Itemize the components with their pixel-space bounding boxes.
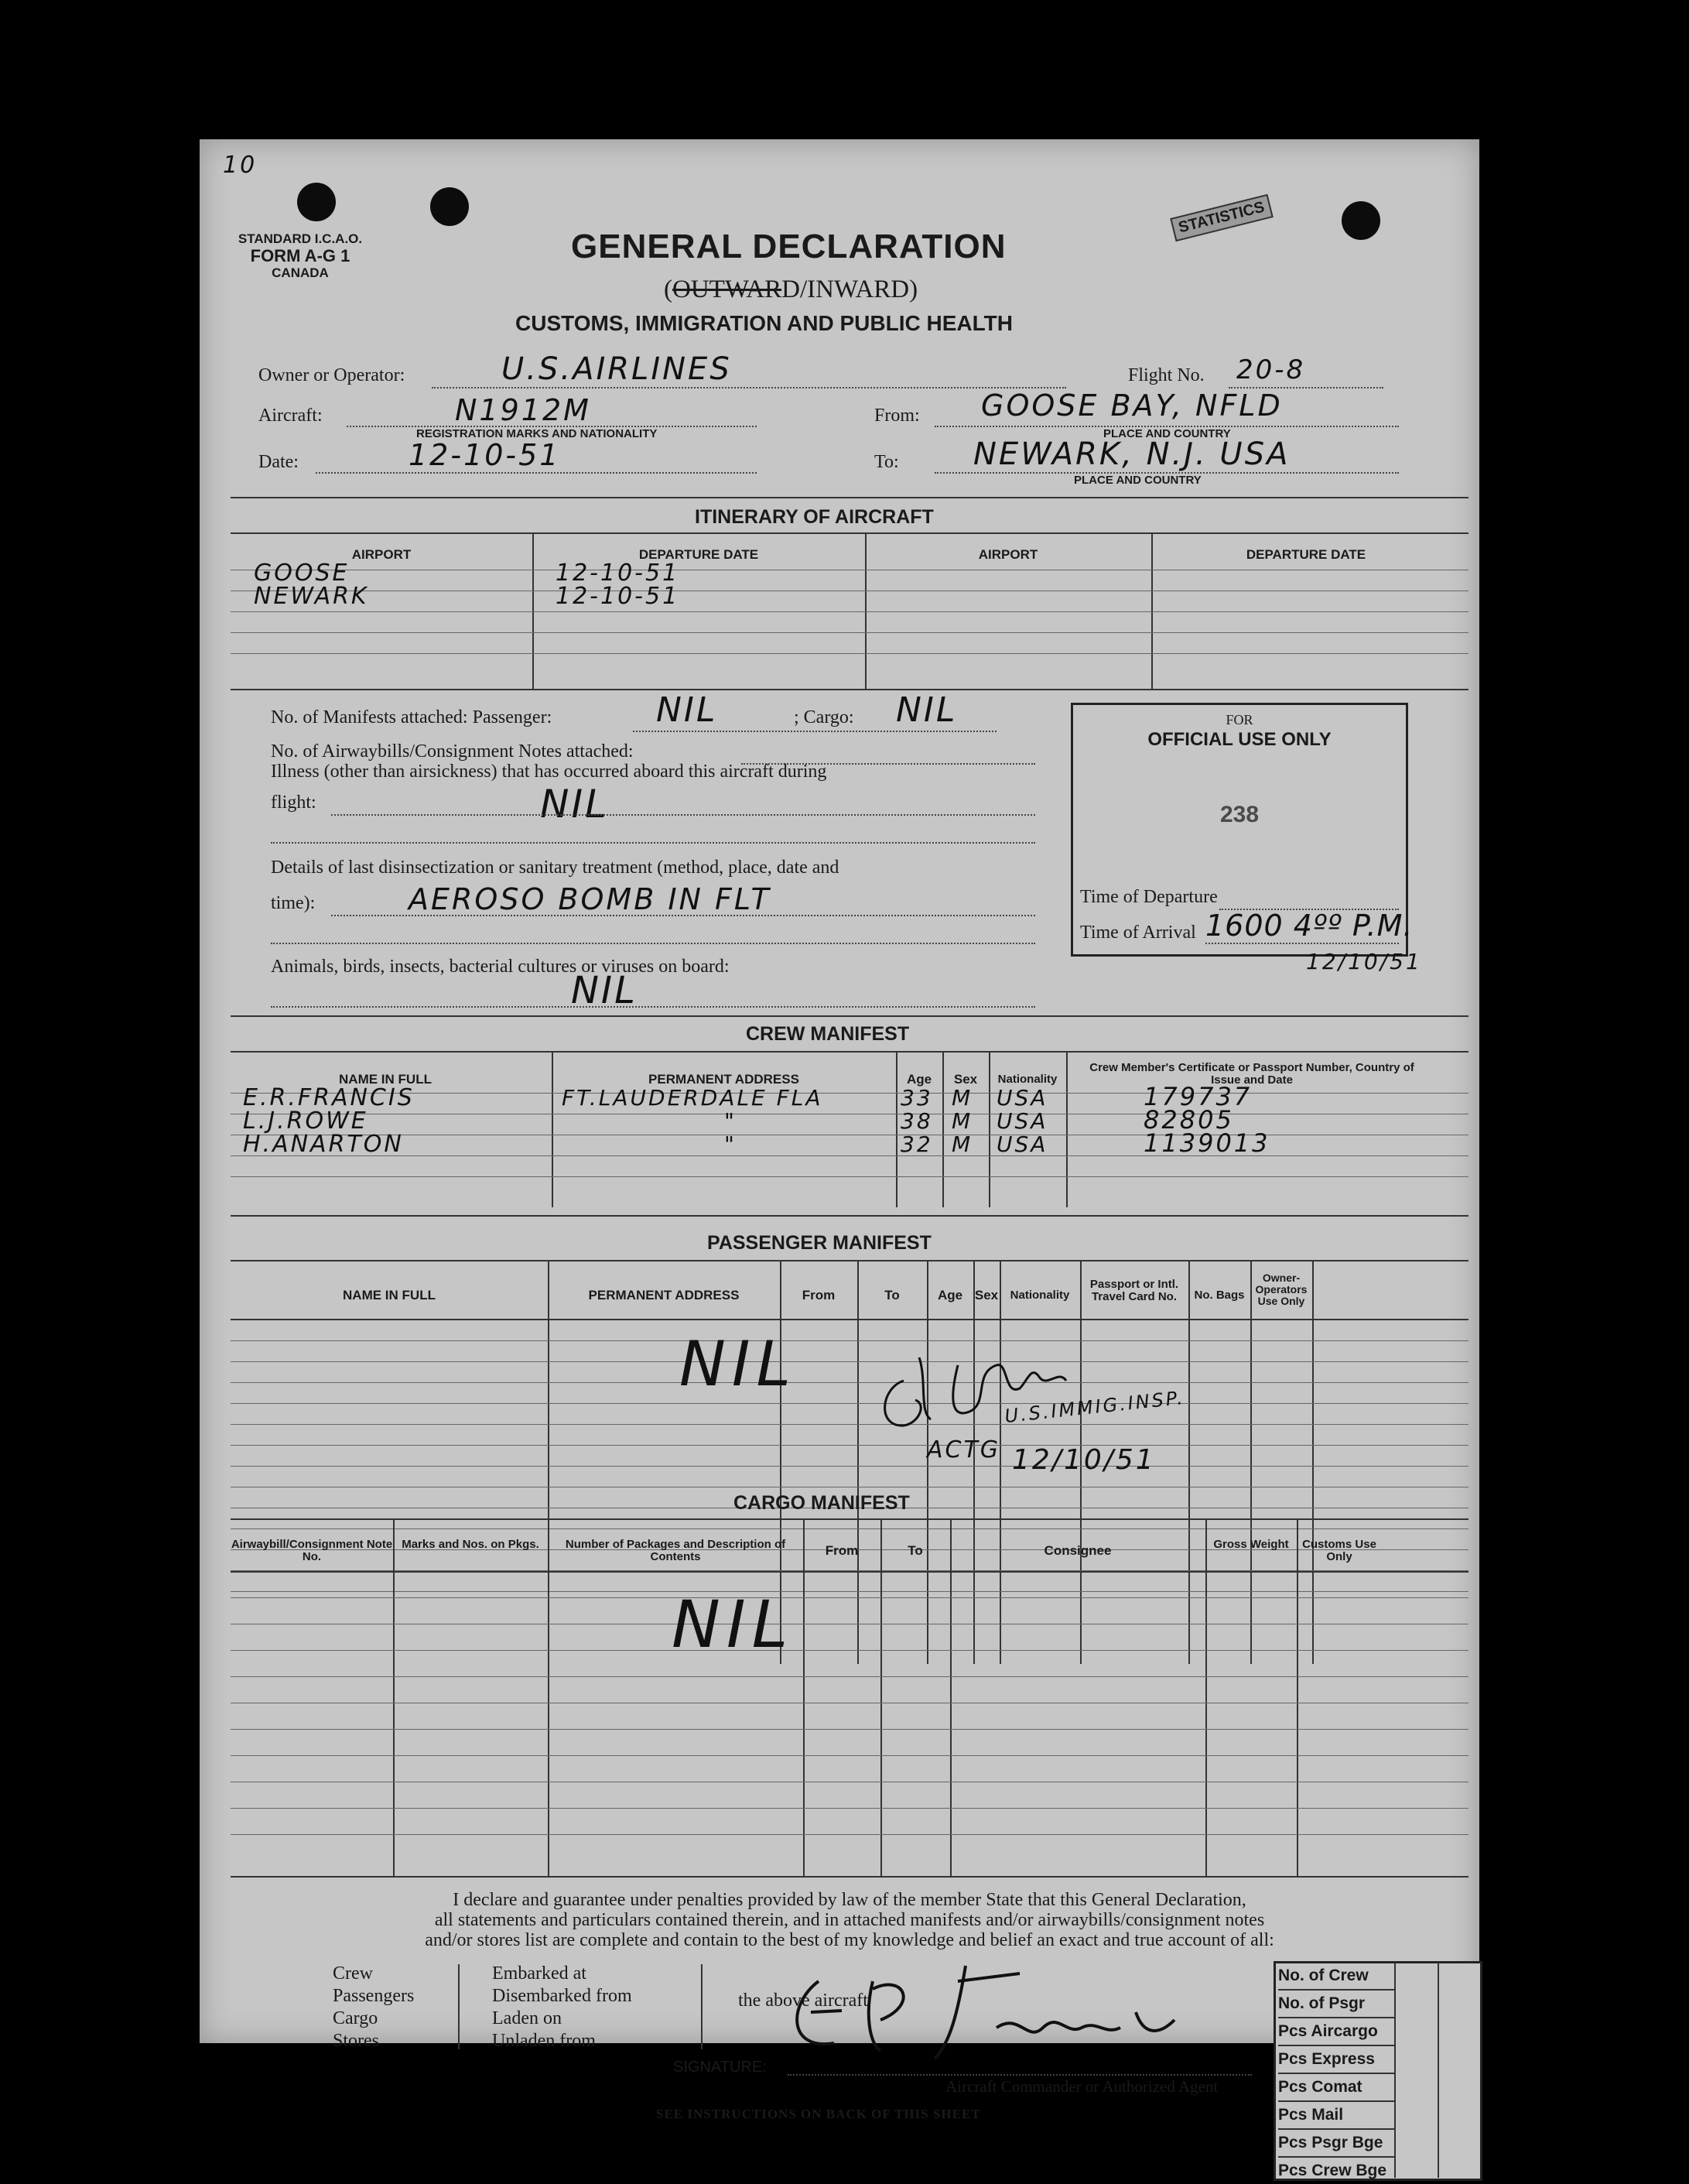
animals-label: Animals, birds, insects, bacterial cultures or viruses on board:: [271, 957, 730, 977]
crew-name: H.ANARTON: [243, 1131, 404, 1158]
cargo-row-rule: [231, 1650, 1468, 1651]
disinsect-line-2: [271, 943, 1035, 944]
itinerary-airport: GOOSE: [254, 560, 350, 587]
passenger-head-rule: [231, 1260, 1468, 1261]
passenger-divider: [1312, 1261, 1314, 1664]
passenger-col-name: NAME IN FULL: [343, 1288, 436, 1303]
crew-name: L.J.ROWE: [243, 1107, 368, 1135]
passenger-col-from: From: [802, 1288, 836, 1303]
official-number: 238: [1219, 802, 1260, 827]
crew-cert: 179737: [1144, 1082, 1253, 1111]
passenger-divider: [1188, 1261, 1190, 1664]
commander-signature-icon: [772, 1950, 1205, 2066]
itinerary-bottom-rule: [231, 689, 1468, 690]
crew-nationality: USA: [997, 1085, 1048, 1111]
disinsect-value: AEROSO BOMB IN FLT: [409, 882, 771, 916]
crew-cert: 82805: [1144, 1105, 1234, 1135]
crew-sexes: [952, 1087, 973, 1156]
passenger-row-rule: [231, 1382, 1468, 1383]
signature-line: [788, 2074, 1252, 2076]
arrival-time-line: [1205, 943, 1399, 944]
cargo-divider: [1205, 1520, 1207, 1876]
cargo-divider: [880, 1520, 882, 1876]
arrival-time-label: Time of Arrival: [1080, 923, 1196, 943]
cargo-divider: [1297, 1520, 1298, 1876]
disinsect-time-label: time):: [271, 893, 316, 913]
passenger-row-rule: [231, 1424, 1468, 1425]
crew-divider: [552, 1053, 553, 1207]
flight-value: 20-8: [1236, 354, 1306, 385]
signature-label: SIGNATURE:: [673, 2059, 767, 2076]
inspector-title: U.S.IMMIG.INSP.: [1003, 1386, 1186, 1428]
cargo-row-rule: [231, 1597, 1468, 1598]
cargo-title: CARGO MANIFEST: [733, 1492, 910, 1514]
passenger-title: PASSENGER MANIFEST: [707, 1232, 932, 1254]
crew-divider: [896, 1053, 897, 1207]
aircraft-value: N1912M: [455, 393, 591, 427]
itinerary-col-airport-2: AIRPORT: [978, 547, 1038, 562]
crew-address: FT.LAUDERDALE FLA: [562, 1085, 823, 1111]
passenger-col-address: PERMANENT ADDRESS: [588, 1288, 740, 1303]
tally-list: [1278, 1963, 1394, 2184]
crew-row-rule: [231, 1176, 1468, 1177]
cargo-col-consignee: Consignee: [1044, 1543, 1112, 1558]
declaration-list-b: Embarked at Disembarked from Laden on Unladen from: [492, 1963, 632, 2051]
crew-divider: [942, 1053, 944, 1207]
animals-value: NIL: [571, 969, 638, 1012]
declaration-brace: [458, 1964, 460, 2049]
cargo-divider: [803, 1520, 805, 1876]
illness-flight-label: flight:: [271, 792, 316, 813]
cargo-row-rule: [231, 1808, 1468, 1809]
manifests-passenger-value: NIL: [656, 690, 718, 730]
itinerary-row: [254, 562, 369, 608]
crew-col-age: Age: [906, 1072, 932, 1087]
to-caption: PLACE AND COUNTRY: [1074, 474, 1202, 487]
itinerary-airport: NEWARK: [254, 583, 369, 610]
cargo-col-customs: Customs Use Only: [1302, 1538, 1376, 1563]
cargo-row-rule: [231, 1834, 1468, 1835]
airwaybills-label: No. of Airwaybills/Consignment Notes attached:: [271, 741, 634, 762]
cargo-col-airwaybill: Airwaybill/Consignment Note No.: [231, 1538, 393, 1563]
cargo-bottom-rule: [231, 1876, 1468, 1878]
illness-label: Illness (other than airsickness) that has occurred aboard this aircraft during: [271, 762, 827, 782]
crew-nationality: USA: [997, 1108, 1048, 1134]
date-line: [316, 472, 757, 474]
instructions-note: SEE INSTRUCTIONS ON BACK OF THIS SHEET: [656, 2107, 981, 2121]
crew-addresses: [562, 1087, 823, 1156]
itinerary-title: ITINERARY OF AIRCRAFT: [695, 506, 934, 528]
crew-row-rule: [231, 1093, 1468, 1094]
from-label: From:: [874, 406, 920, 426]
crew-sex: M: [952, 1108, 973, 1134]
tally-item: Pcs Mail: [1278, 2102, 1394, 2130]
passenger-row-rule: [231, 1591, 1468, 1592]
crew-name: E.R.FRANCIS: [243, 1084, 415, 1111]
owner-value: U.S.AIRLINES: [501, 351, 732, 387]
cargo-head-bottom: [231, 1571, 1468, 1573]
form-sheet: [200, 139, 1479, 2179]
passenger-row-rule: [231, 1361, 1468, 1362]
illness-line-2: [271, 842, 1035, 844]
passenger-col-bags: No. Bags: [1194, 1289, 1245, 1302]
cargo-col-packages: Number of Packages and Description of Contents: [565, 1538, 786, 1563]
date-label: Date:: [258, 452, 299, 472]
crew-names: [243, 1084, 415, 1158]
passenger-value: NIL: [679, 1328, 798, 1400]
cargo-label: ; Cargo:: [794, 707, 854, 727]
cargo-divider: [393, 1520, 395, 1876]
punch-hole: [297, 183, 336, 221]
crew-address: ": [724, 1131, 737, 1157]
crew-cert: 1139013: [1144, 1128, 1270, 1158]
cargo-col-to: To: [908, 1543, 923, 1558]
flight-label: Flight No.: [1128, 365, 1205, 385]
tally-item: Pcs Aircargo: [1278, 2018, 1394, 2046]
crew-title: CREW MANIFEST: [746, 1023, 910, 1045]
crew-col-sex: Sex: [953, 1072, 978, 1087]
arrival-date-note: 12/10/51: [1306, 949, 1422, 974]
itinerary-row-rule: [231, 632, 1468, 633]
cargo-divider: [950, 1520, 952, 1876]
declaration-text: I declare and guarantee under penalties provided by law of the member State that this General Declaration, all statements and particulars contained therein, and in attached manifests and/or airwaybills/consignment notes and/or stores list are complete and contain to the best of my knowledge and belief an exact and true account of all:: [425, 1890, 1274, 1950]
itinerary-head-rule: [231, 532, 1468, 534]
cargo-row-rule: [231, 1755, 1468, 1756]
animals-line: [271, 1006, 1035, 1008]
inspector-signature-icon: [873, 1334, 1128, 1443]
official-title: OFFICIAL USE ONLY: [1147, 729, 1332, 750]
passenger-col-nationality: Nationality: [1010, 1289, 1070, 1302]
form-subtitle: CUSTOMS, IMMIGRATION AND PUBLIC HEALTH: [515, 311, 1013, 335]
itinerary-date: 12-10-51: [556, 583, 680, 610]
manifests-cargo-value: NIL: [896, 690, 958, 730]
tally-item: Pcs Psgr Bge: [1278, 2130, 1394, 2158]
itinerary-row-rule: [231, 653, 1468, 654]
inspector-acting: ACTG: [927, 1436, 1001, 1463]
crew-col-address: PERMANENT ADDRESS: [648, 1072, 799, 1087]
cargo-row-rule: [231, 1676, 1468, 1677]
owner-line: [432, 387, 1066, 389]
illness-line: [331, 814, 1035, 816]
manifests-line: [633, 731, 997, 732]
tally-divider: [1394, 1963, 1396, 2178]
passenger-col-sex: Sex: [974, 1288, 999, 1303]
aircraft-caption: REGISTRATION MARKS AND NATIONALITY: [416, 427, 658, 440]
passenger-col-age: Age: [937, 1288, 963, 1303]
cargo-value: NIL: [672, 1587, 795, 1662]
form-direction: (OUTWARD/INWARD): [664, 276, 918, 303]
official-for: FOR: [1226, 712, 1253, 727]
crew-row-rule: [231, 1155, 1468, 1156]
to-label: To:: [874, 452, 899, 472]
crew-ages: [901, 1087, 933, 1156]
crew-age: 32: [901, 1131, 933, 1157]
corner-mark: 10: [223, 152, 258, 179]
cargo-col-weight: Gross Weight: [1213, 1538, 1289, 1551]
tally-item: No. of Crew: [1278, 1963, 1394, 1991]
itinerary-date: 12-10-51: [556, 560, 680, 587]
crew-rule: [231, 1015, 1468, 1017]
tally-item: Pcs Comat: [1278, 2074, 1394, 2102]
date-value: 12-10-51: [409, 438, 561, 472]
crew-sex: M: [952, 1085, 973, 1111]
inspector-date: 12/10/51: [1012, 1444, 1156, 1476]
disinsect-line: [331, 915, 1035, 916]
crew-nationality: USA: [997, 1131, 1048, 1157]
crew-col-cert: Crew Member's Certificate or Passport Number, Country of Issue and Date: [1089, 1061, 1414, 1087]
standard-label: STANDARD I.C.A.O. FORM A-G 1 CANADA: [238, 231, 363, 280]
crew-divider: [1066, 1053, 1068, 1207]
crew-col-nationality: Nationality: [997, 1073, 1058, 1086]
punch-hole: [430, 187, 469, 226]
signer-caption: Aircraft Commander or Authorized Agent: [945, 2077, 1219, 2096]
statistics-stamp: STATISTICS: [1170, 194, 1273, 241]
disinsect-label: Details of last disinsectization or sanitary treatment (method, place, date and: [271, 858, 839, 878]
passenger-row-rule: [231, 1466, 1468, 1467]
cargo-row-rule: [231, 1729, 1468, 1730]
itinerary-col-airport-1: AIRPORT: [351, 547, 412, 562]
passenger-row-rule: [231, 1340, 1468, 1341]
departure-time-label: Time of Departure: [1080, 887, 1218, 907]
itinerary-row: [556, 562, 679, 608]
itinerary-col-date-2: DEPARTURE DATE: [1246, 547, 1366, 562]
cargo-divider: [548, 1520, 549, 1876]
crew-nationalities: [997, 1087, 1048, 1156]
crew-col-name: NAME IN FULL: [339, 1072, 432, 1087]
owner-label: Owner or Operator:: [258, 365, 405, 385]
cargo-head-rule: [231, 1518, 1468, 1520]
manifests-label: No. of Manifests attached: Passenger:: [271, 707, 552, 727]
crew-certs: [1144, 1082, 1270, 1158]
form-title: GENERAL DECLARATION: [571, 228, 1007, 265]
passenger-row-rule: [231, 1403, 1468, 1404]
aircraft-label: Aircraft:: [258, 406, 323, 426]
passenger-divider: [1250, 1261, 1252, 1664]
crew-address: ": [724, 1108, 737, 1134]
illness-value: NIL: [540, 782, 610, 827]
crew-age: 33: [901, 1085, 933, 1111]
cargo-col-from: From: [825, 1543, 859, 1558]
declaration-list-a: Crew Passengers Cargo Stores: [333, 1963, 415, 2051]
tally-divider: [1438, 1963, 1439, 2178]
to-value: NEWARK, N.J. USA: [973, 436, 1291, 472]
itinerary-row-rule: [231, 611, 1468, 612]
crew-age: 38: [901, 1108, 933, 1134]
crew-sex: M: [952, 1131, 973, 1157]
passenger-row-rule: [231, 1445, 1468, 1446]
cargo-col-marks: Marks and Nos. on Pkgs.: [402, 1538, 539, 1551]
tally-item: Pcs Crew Bge: [1278, 2162, 1387, 2179]
punch-hole: [1342, 201, 1380, 240]
itinerary-col-date-1: DEPARTURE DATE: [638, 547, 759, 562]
crew-bottom-rule: [231, 1215, 1468, 1217]
passenger-col-owner: Owner-Operators Use Only: [1255, 1272, 1308, 1307]
passenger-divider: [857, 1261, 859, 1664]
tally-item: No. of Psgr: [1278, 1991, 1394, 2018]
crew-divider: [989, 1053, 990, 1207]
arrival-time-value: 1600 4ºº P.M.: [1205, 909, 1414, 943]
passenger-col-passport: Passport or Intl. Travel Card No.: [1089, 1278, 1179, 1303]
passenger-head-bottom: [231, 1319, 1468, 1320]
crew-head-rule: [231, 1051, 1468, 1053]
from-caption: PLACE AND COUNTRY: [1103, 427, 1231, 440]
tally-item: Pcs Express: [1278, 2046, 1394, 2074]
declaration-brace: [701, 1964, 703, 2049]
the-above-text: the above aircraft: [738, 1991, 868, 2011]
passenger-col-to: To: [884, 1288, 900, 1303]
from-value: GOOSE BAY, NFLD: [981, 389, 1283, 423]
passenger-row-rule: [231, 1528, 1468, 1529]
itinerary-rule: [231, 497, 1468, 498]
